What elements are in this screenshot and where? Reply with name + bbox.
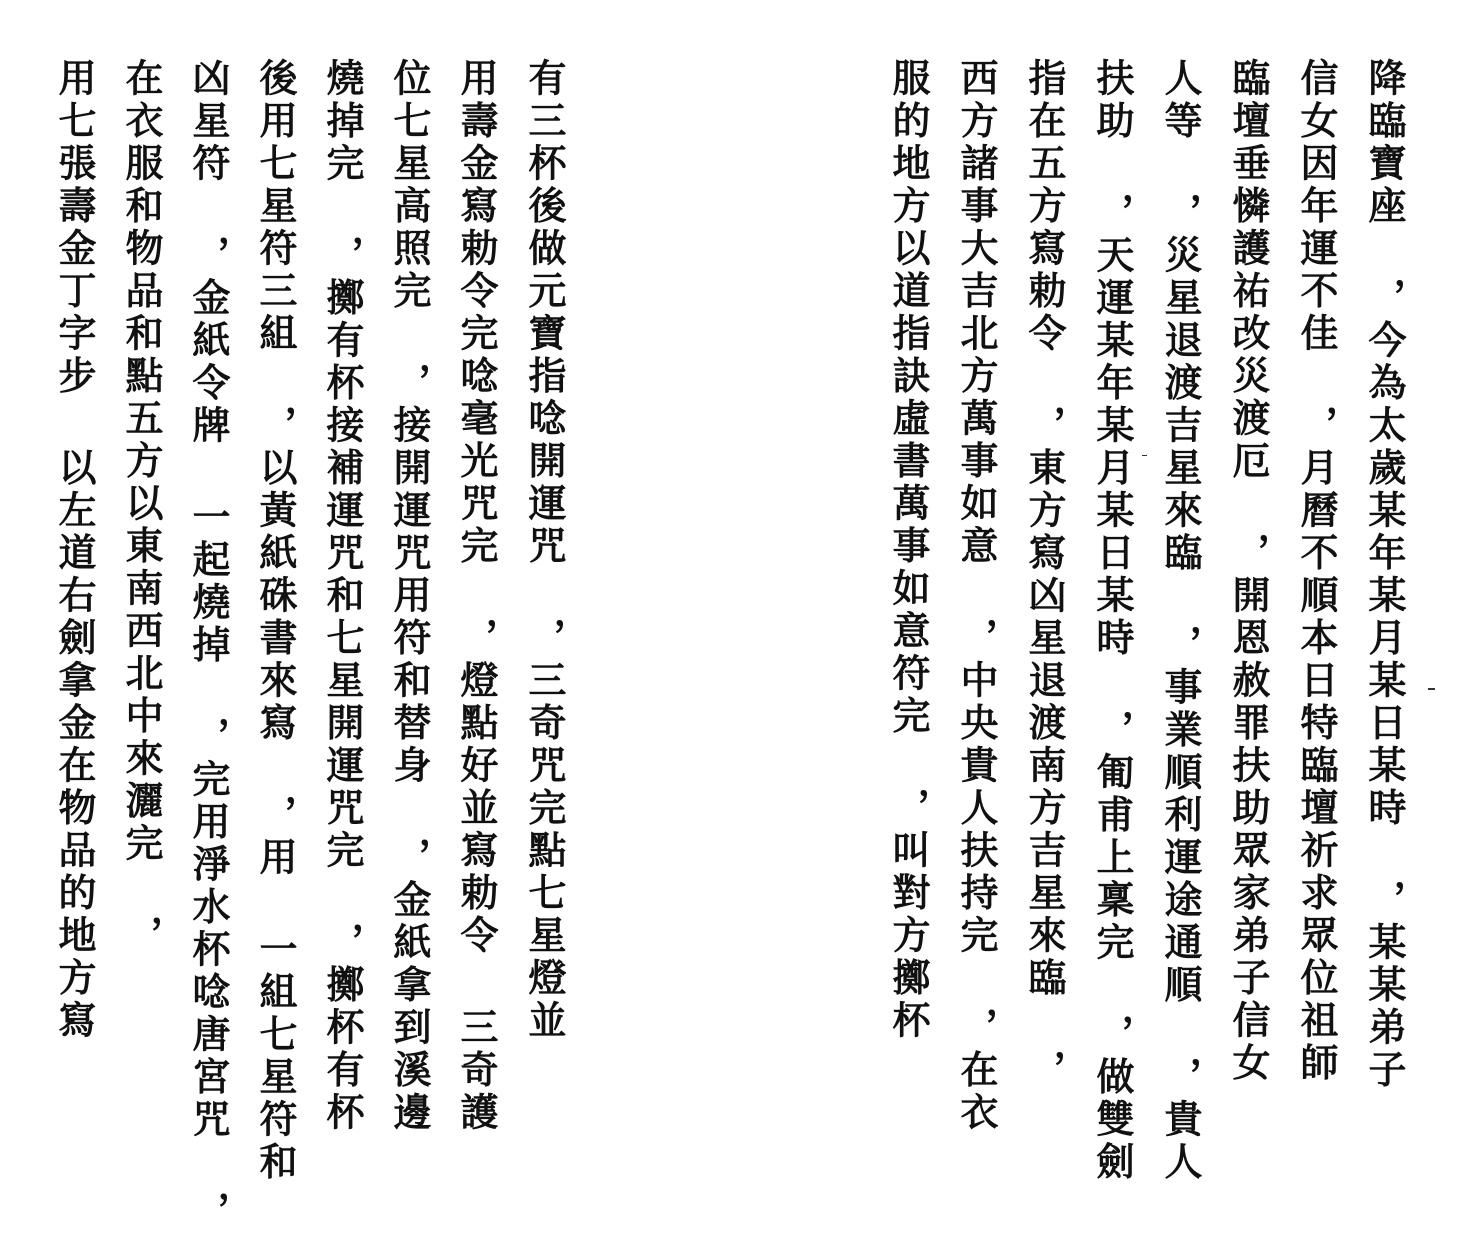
text-column: 指在五方寫勅令 ，東方寫凶星退渡南方吉星來臨 ，	[1022, 58, 1067, 1092]
text-column: 用壽金寫勅令完唸毫光咒完 ，燈點好並寫勅令 三奇護	[454, 58, 499, 1135]
text-column: 燒掉完 ，擲有杯接補運咒和七星開運咒完 ，擲杯有杯	[320, 58, 365, 1135]
text-column: 信女因年運不佳 ，月曆不順本日特臨壇祈求眾位祖師	[1294, 58, 1339, 1085]
text-column: 降臨寶座 ，今為太歲某年某月某日某時 ，某某弟子	[1362, 58, 1407, 1092]
scan-speck	[1142, 455, 1147, 456]
text-column: 在衣服和物品和點五方以東南西北中來灑完 ，	[119, 58, 164, 958]
text-column: 凶星符 ，金紙令牌 一起燒掉 ，完用淨水杯唸唐宮咒 ，	[186, 58, 231, 1234]
text-column: 臨壇垂憐護祐改災渡厄 ，開恩赦罪扶助眾家弟子信女	[1226, 58, 1271, 1085]
scan-speck	[1428, 688, 1435, 690]
left-page	[40, 58, 600, 1234]
text-column: 西方諸事大吉北方萬事如意 ，中央貴人扶持完 ，在衣	[954, 58, 999, 1135]
text-column: 服的地方以道指訣虛書萬事如意符完 ，叫對方擲杯	[886, 58, 931, 1043]
text-column: 用七張壽金丁字步 以左道右劍拿金在物品的地方寫	[52, 58, 97, 1043]
text-column: 位七星高照完 ，接開運咒用符和替身 ，金紙拿到溪邊	[387, 58, 432, 1135]
text-column: 後用七星符三組 ，以黃紙硃書來寫 ，用 一組七星符和	[253, 58, 298, 1184]
text-column: 人等 ，災星退渡吉星來臨 ，事業順利運途通順 ，貴人	[1158, 58, 1203, 1184]
text-column: 有三杯後做元寶指唸開運咒 ，三奇咒完點七星燈並	[522, 58, 567, 1043]
text-column: 扶助 ，天運某年某月某日某時 ，匍甫上稟完 ，做雙劍	[1090, 58, 1135, 1184]
right-page	[870, 58, 1430, 1184]
